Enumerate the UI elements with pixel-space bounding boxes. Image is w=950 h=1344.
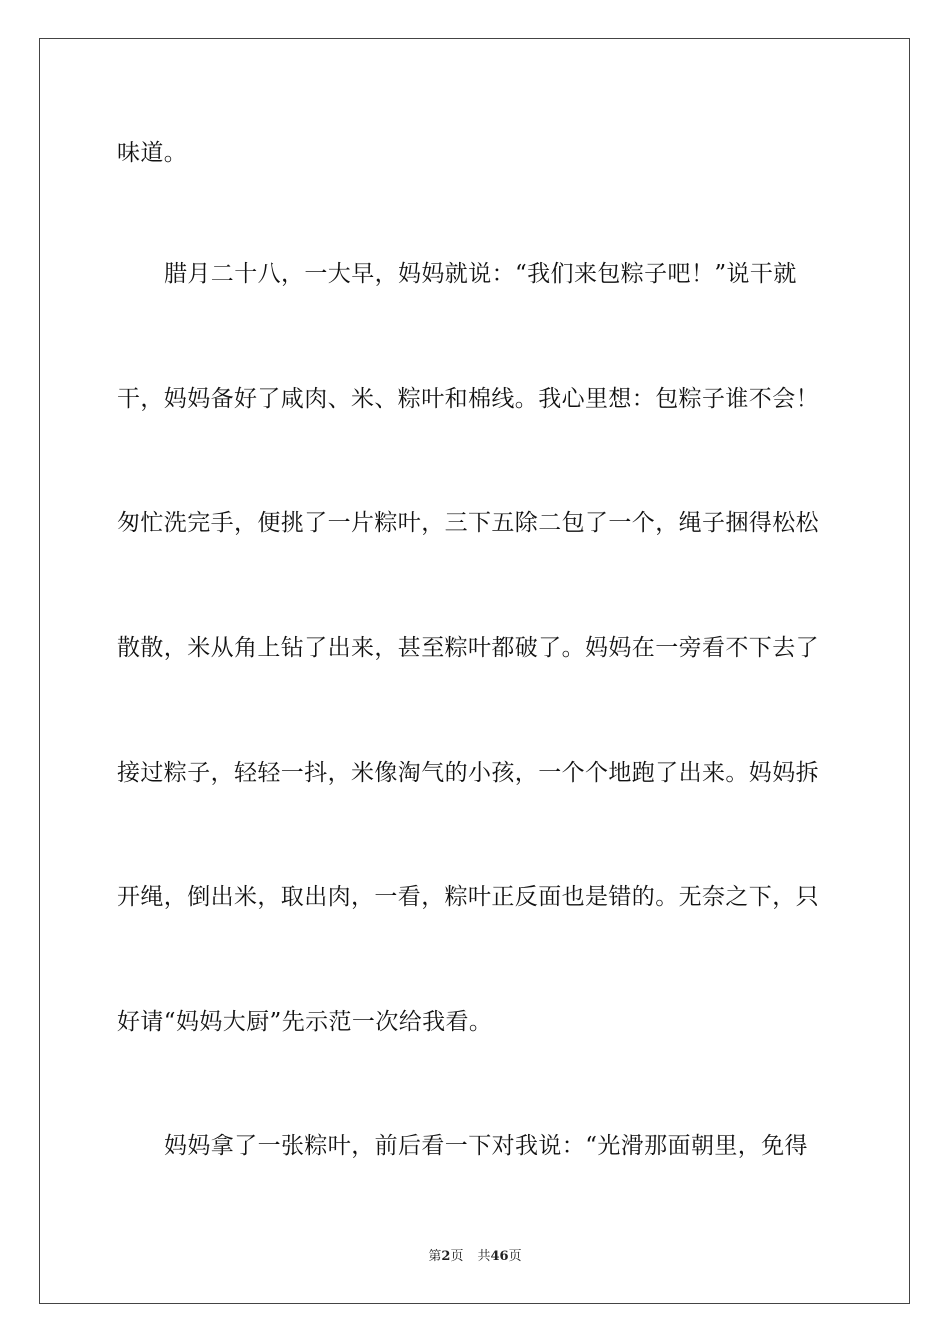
total-suffix: 页 xyxy=(508,1249,522,1264)
page-footer xyxy=(0,1248,950,1266)
page-border xyxy=(39,38,910,1304)
text-line-9: 妈妈拿了一张粽叶，前后看一下对我说：“光滑那面朝里，免得 xyxy=(164,1133,808,1159)
text-line-6: 接过粽子，轻轻一抖，米像淘气的小孩，一个个地跑了出来。妈妈拆 xyxy=(117,760,819,786)
text-line-5: 散散，米从角上钻了出来，甚至粽叶都破了。妈妈在一旁看不下去了 xyxy=(117,635,819,661)
text-line-8: 好请“妈妈大厨”先示范一次给我看。 xyxy=(117,1009,493,1035)
text-line-7: 开绳，倒出米，取出肉，一看，粽叶正反面也是错的。无奈之下，只 xyxy=(117,884,819,910)
text-line-2: 腊月二十八，一大早，妈妈就说：“我们来包粽子吧！”说干就 xyxy=(164,261,797,287)
page-prefix: 第 xyxy=(428,1249,442,1264)
text-line-3: 干，妈妈备好了咸肉、米、粽叶和棉线。我心里想：包粽子谁不会！ xyxy=(117,386,819,412)
total-prefix: 共 xyxy=(477,1249,491,1264)
total-pages: 46 xyxy=(490,1249,509,1264)
text-line-1: 味道。 xyxy=(117,140,188,166)
page-number: 2 xyxy=(441,1249,451,1264)
page-suffix: 页 xyxy=(450,1249,464,1264)
text-line-4: 匆忙洗完手，便挑了一片粽叶，三下五除二包了一个，绳子捆得松松 xyxy=(117,510,819,536)
